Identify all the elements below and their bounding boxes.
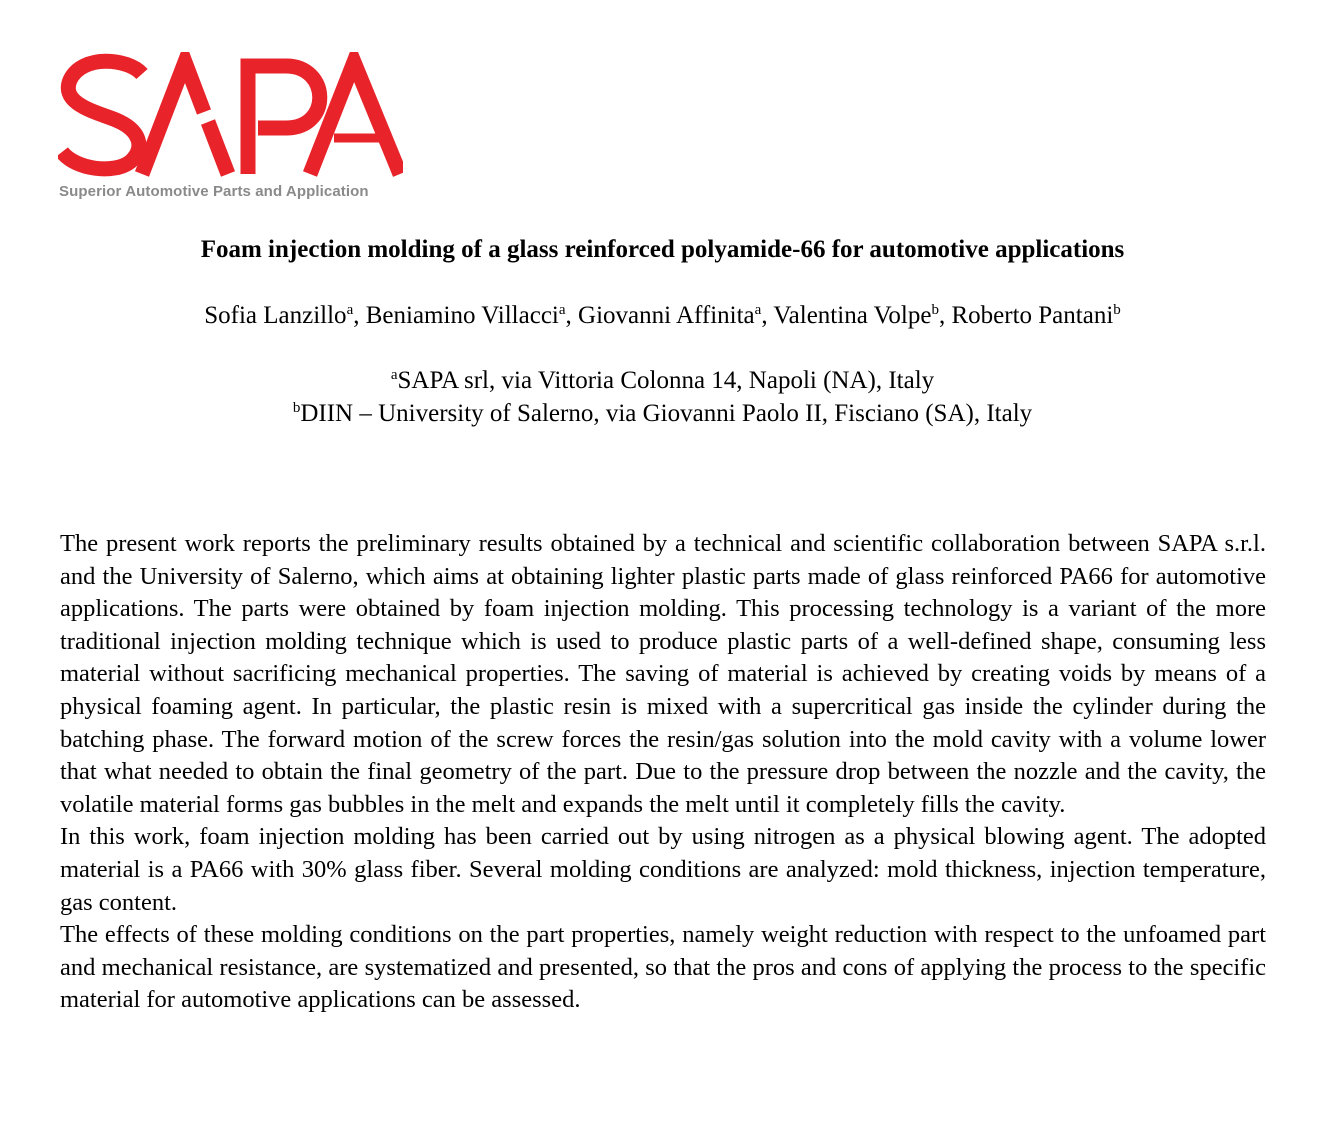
logo-letter-a1 <box>142 62 204 174</box>
abstract-paragraph: The present work reports the preliminary results obtained by a technical and scientific collaboration between SAPA s.r.l. and the University of Salerno, which aims at obtaining lighter plastic parts made of glass reinforced PA66 for automotive applications. The parts were obtained by foam injection molding. This processing technology is a variant of the more traditional injection molding technique which is used to produce plastic parts of a well-defined shape, consuming less material without sacrificing mechanical properties. The saving of material is achieved by creating voids by means of a physical foaming agent. In particular, the plastic resin is mixed with a supercritical gas inside the cylinder during the batching phase. The forward motion of the screw forces the resin/gas solution into the mold cavity with a volume lower that what needed to obtain the final geometry of the part. Due to the pressure drop between the nozzle and the cavity, the volatile material forms gas bubbles in the melt and expands the melt until it completely fills the cavity. <box>60 530 1266 818</box>
affiliation <box>0 364 1325 397</box>
sapa-logo-letters <box>62 61 400 174</box>
logo-letter-a1-tail <box>208 122 228 174</box>
affiliation-text: DIIN – University of Salerno, via Giovanni Paolo II, Fisciano (SA), Italy <box>300 400 1033 427</box>
paper-title: Foam injection molding of a glass reinforced polyamide-66 for automotive applications <box>200 236 1125 263</box>
affiliation <box>0 397 1325 430</box>
author: Giovanni Affinita$^a$, <box>578 302 774 329</box>
affiliation-mark: b <box>292 400 301 416</box>
author: Beniamino Villacci$^a$, <box>365 302 579 329</box>
sapa-logo-wordmark <box>58 52 403 177</box>
logo-tagline: Superior Automotive Parts and Application <box>59 183 369 200</box>
abstract <box>60 528 1266 1017</box>
abstract-paragraph: The effects of these molding conditions on the part properties, namely weight reduction with respect to the unfoamed part and mechanical resistance, are systematized and presented, so that the pros and cons of applying the process to the specific material for automotive applications can be assessed. <box>60 921 1266 1014</box>
sapa-logo <box>58 52 403 204</box>
logo-letter-s <box>62 61 142 169</box>
logo-letter-a2 <box>310 62 400 174</box>
author: Valentina Volpe$^b$, <box>773 302 952 329</box>
author: Sofia Lanzillo$^a$, <box>204 302 366 329</box>
affiliation-text: SAPA srl, via Vittoria Colonna 14, Napoli (NA), Italy <box>397 367 935 394</box>
author-list <box>0 300 1325 332</box>
abstract-paragraph: In this work, foam injection molding has been carried out by using nitrogen as a physical blowing agent. The adopted material is a PA66 with 30% glass fiber. Several molding conditions are analyzed: mold thickness, injection temperature, gas content. <box>60 823 1266 916</box>
author: Roberto Pantani$^b$ <box>951 302 1121 329</box>
affiliation-mark: a <box>390 367 398 383</box>
affiliation-list <box>0 364 1325 430</box>
